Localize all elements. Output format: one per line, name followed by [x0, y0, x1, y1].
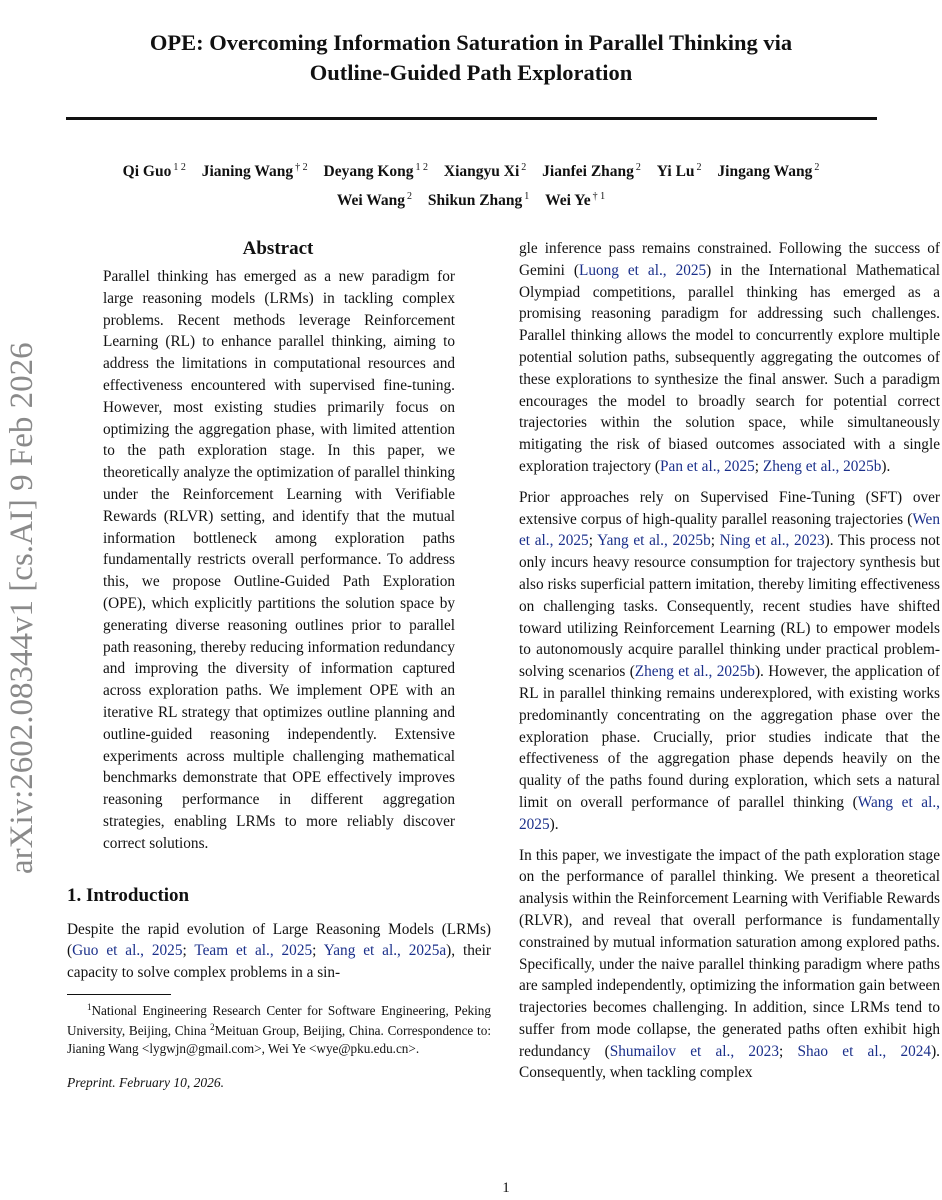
citation-link[interactable]: Yang et al., 2025b	[597, 532, 711, 550]
author	[324, 163, 429, 180]
citation-link[interactable]: Pan et al., 2025	[660, 457, 755, 475]
arxiv-stamp: arXiv:2602.08344v1 [cs.AI] 9 Feb 2026	[4, 342, 40, 874]
text-run: ). However, the application of RL in parallel thinking remains underexplored, with existing works predominantly concentrating on the aggregation phase over the exploration phase. Crucially, prior studies indicate that the effectiveness of the aggregation phase depends heavily on the quality of the paths found during exploration, which sets a natural limit on overall performance of parallel thinking (	[519, 663, 940, 811]
citation-link[interactable]: Ning et al., 2023	[719, 532, 825, 550]
intro-paragraph	[519, 238, 940, 478]
footnote-text: National Engineering Research Center for Software Engineering, Peking University, Beijing, China	[67, 1002, 491, 1039]
title-line-1: OPE: Overcoming Information Saturation in Parallel Thinking via	[149, 30, 793, 55]
page-number: 1	[502, 1180, 510, 1196]
citation-link[interactable]: Shao et al., 2024	[797, 1042, 932, 1060]
author-name: Qi Guo	[122, 163, 172, 180]
affiliation-mark: 1 2	[415, 162, 429, 173]
section-heading-introduction: 1. Introduction	[67, 884, 190, 906]
citation-link[interactable]: Shumailov et al., 2023	[609, 1042, 779, 1060]
author-line-1	[70, 155, 872, 184]
author-name: Jingang Wang	[717, 163, 813, 180]
author-line-2	[70, 184, 872, 213]
citation-link[interactable]: Wang et al., 2025	[519, 793, 940, 833]
citation-link[interactable]: Yang et al., 2025a	[323, 942, 447, 960]
left-column	[67, 236, 491, 1091]
affiliation-mark: 2	[696, 162, 702, 173]
citation-link[interactable]: Zheng et al., 2025b	[762, 457, 882, 475]
footnote-mark: 2	[210, 1022, 215, 1033]
affiliation-mark: 1 2	[173, 162, 186, 173]
text-run: ;	[778, 1042, 798, 1060]
author	[123, 163, 186, 180]
citation-link[interactable]: Zheng et al., 2025b	[634, 663, 755, 681]
text-run: ;	[312, 942, 324, 960]
text-run: ), their capacity to solve complex problems in a sin-	[67, 942, 492, 982]
title-line-2: Outline-Guided Path Exploration	[309, 60, 633, 85]
affiliation-mark: 2	[635, 162, 641, 173]
citation-link[interactable]: Team et al., 2025	[194, 942, 313, 960]
paper-title	[60, 28, 882, 88]
preprint-note: Preprint. February 10, 2026.	[67, 1074, 224, 1090]
author-name: Shikun Zhang	[427, 192, 523, 209]
author	[542, 163, 641, 180]
author-name: Wei Ye	[545, 192, 591, 209]
text-run: ;	[710, 532, 720, 550]
author	[337, 192, 412, 209]
author	[444, 163, 526, 180]
citation-link[interactable]: Guo et al., 2025	[72, 942, 183, 960]
text-run: ). Consequently, when tackling complex	[519, 1042, 940, 1082]
author-name: Xiangyu Xi	[443, 163, 520, 180]
text-run: gle inference pass remains constrained. Following the success of Gemini (	[519, 240, 940, 279]
text-run: ).	[549, 815, 559, 833]
footnote-text: Meituan Group, Beijing, China. Correspondence to: Jianing Wang <lygwjn@gmail.com>, Wei Ye <wye@pku.edu.cn>.	[67, 1023, 491, 1056]
citation-link[interactable]: Luong et al., 2025	[578, 261, 707, 279]
author-name: Jianfei Zhang	[542, 163, 634, 180]
text-run: ).	[881, 457, 891, 475]
right-column	[519, 238, 940, 1084]
author	[545, 192, 605, 209]
intro-paragraph	[519, 487, 940, 836]
author-name: Yi Lu	[656, 163, 695, 180]
author	[657, 163, 702, 180]
footnote-rule	[67, 994, 171, 995]
author-name: Jianing Wang	[201, 163, 294, 180]
affiliation-mark: 2	[814, 162, 820, 173]
text-run: ;	[754, 457, 763, 475]
affiliation-mark: † 2	[295, 162, 308, 173]
citation-link[interactable]: Wen et al., 2025	[519, 510, 940, 550]
affiliation-mark: 2	[521, 162, 527, 173]
author-name: Deyang Kong	[323, 163, 414, 180]
affiliation-mark: 1	[524, 191, 530, 202]
text-run: ). This process not only incurs heavy resource consumption for trajectory synthesis but also risks superficial pattern imitation, thereby limiting effectiveness on challenging tasks. Consequently, recent studies have shifted toward utilizing Reinforcement Learning (RL) to empower models to autonomously acquire parallel thinking under practical problem-solving scenarios (	[519, 532, 940, 681]
author	[717, 163, 819, 180]
author-name: Wei Wang	[336, 192, 406, 209]
intro-paragraph	[67, 919, 491, 984]
abstract-heading: Abstract	[242, 238, 314, 259]
affiliation-mark: † 1	[592, 191, 606, 202]
abstract-text: Parallel thinking has emerged as a new paradigm for large reasoning models (LRMs) in tackling complex problems. Recent methods leverage Reinforcement Learning (RL) to enhance parallel thinking, aiming to address the limitations in computational resources and effectiveness encountered with supervised fine-tuning. However, most existing studies primarily focus on optimizing the aggregation phase, with limited attention to the path exploration stage. In this paper, we theoretically analyze the optimization of parallel thinking under the Reinforcement Learning with Verifiable Rewards (RLVR) setting, and identify that the mutual information bottleneck among exploration paths fundamentally restricts overall performance. To address this, we propose Outline-Guided Path Exploration (OPE), which explicitly partitions the solution space by generating diverse reasoning outlines prior to parallel path reasoning, thereby reducing information redundancy and improving the diversity of information captured across exploration paths. We implement OPE with an iterative RL strategy that optimizes outline planning and outline-guided reasoning independently. Extensive experiments across multiple challenging mathematical benchmarks demonstrate that OPE effectively improves reasoning performance in different aggregation strategies, enabling LRMs to more reliably discover correct solutions.	[103, 268, 455, 852]
title-rule	[66, 117, 877, 120]
author	[428, 192, 529, 209]
text-run: Prior approaches rely on Supervised Fine-Tuning (SFT) over extensive corpus of high-quality parallel reasoning trajectories (	[519, 488, 940, 528]
affiliation-footnote	[67, 999, 491, 1057]
author	[202, 163, 308, 180]
text-run: ) in the International Mathematical Olympiad competitions, parallel thinking has emerged as a promising reasoning paradigm for addressing such challenges. Parallel thinking allows the model to concurrently explore multiple potential solution paths, subsequently aggregating the outcomes of these explorations to synthesize the final answer. Such a paradigm encourages the model to broadly search for potential correct trajectories within the solution space, while simultaneously mitigating the risk of biased outcomes associated with a single exploration trajectory (	[519, 261, 941, 475]
text-run: ;	[182, 942, 195, 960]
affiliation-mark: 2	[407, 191, 413, 202]
text-run: Despite the rapid evolution of Large Reasoning Models (LRMs) (	[67, 920, 491, 960]
footnote-mark: 1	[87, 1001, 92, 1012]
intro-paragraph	[519, 845, 940, 1085]
text-run: In this paper, we investigate the impact of the path exploration stage on the performance of parallel thinking. We present a theoretical analysis within the Reinforcement Learning with Verifiable Rewards (RLVR), and reveal that overall performance is fundamentally constrained by mutual information saturation among explored paths. Specifically, under the naive parallel thinking paradigm where paths are sampled independently, optimizing the information gain between trajectories becomes challenging. In addition, since LRMs tend to suffer from mode collapse, the generated paths often exhibit high redundancy (	[519, 846, 940, 1060]
text-run: ;	[588, 532, 598, 550]
author-list	[70, 155, 872, 213]
